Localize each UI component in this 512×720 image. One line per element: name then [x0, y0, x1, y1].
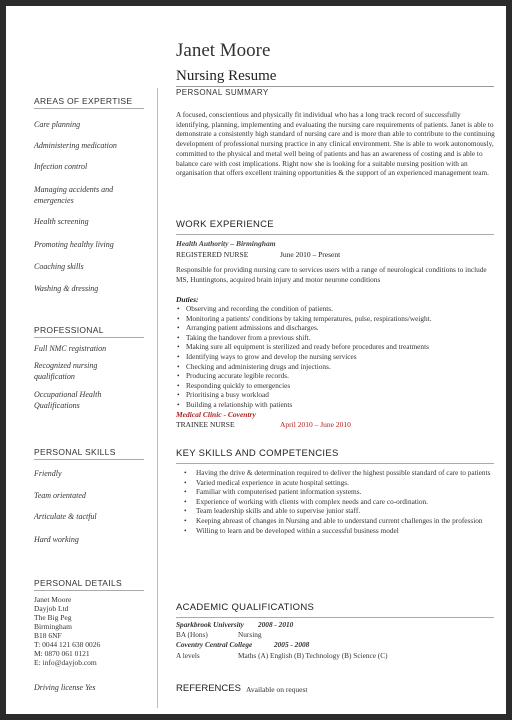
sidebar — [30, 88, 158, 708]
list-item: • Identifying ways to grow and develop the nursing services — [176, 352, 494, 362]
expertise-item: Managing accidents and emergencies — [34, 185, 114, 205]
expertise-item: Coaching skills — [34, 262, 84, 271]
sidebar-divider — [34, 337, 144, 338]
professional-item: Occupational Health Qualifications — [34, 390, 102, 410]
resume-title: Nursing Resume — [176, 68, 277, 84]
list-item: • Experience of working with clients with complex needs and care co-ordination. — [176, 497, 494, 507]
detail-line: B18 6NF — [34, 631, 62, 640]
personal-skill-item: Team orientated — [34, 491, 86, 500]
academic-heading: ACADEMIC QUALIFICATIONS — [176, 602, 315, 613]
header-divider — [176, 86, 494, 87]
list-item: • Willing to learn and be developed within a successful business model — [176, 526, 494, 536]
alevels-label: A levels — [176, 651, 200, 660]
list-item: • Keeping abreast of changes in Nursing and able to understand current challenges in the profession — [176, 516, 494, 526]
section-divider — [176, 463, 494, 464]
personal-skills-heading: PERSONAL SKILLS — [34, 447, 116, 457]
references-heading: REFERENCES — [176, 683, 241, 694]
list-item: • Making sure all equipment is sterilized and ready before procedures and treatments — [176, 342, 494, 352]
job-title-line — [176, 250, 341, 259]
employer-name: Health Authority – Birmingham — [176, 239, 276, 248]
expertise-item: Washing & dressing — [34, 284, 99, 293]
list-item: • Prioritising a busy workload — [176, 390, 494, 400]
duties-label: Duties: — [176, 295, 199, 304]
list-item: • Having the drive & determination required to deliver the highest possible standard of care to patients — [176, 468, 494, 478]
personal-skill-item: Friendly — [34, 469, 62, 478]
job-title: TRAINEE NURSE — [176, 420, 235, 429]
list-item: • Monitoring a patients' conditions by taking temperatures, pulse, respirations/weight. — [176, 314, 494, 324]
job-dates: June 2010 – Present — [280, 250, 341, 259]
detail-line: The Big Peg — [34, 613, 72, 622]
university-name: Sparkbrook University — [176, 620, 244, 629]
sidebar-divider — [34, 108, 144, 109]
references-value: Available on request — [246, 685, 308, 694]
job-dates: April 2010 – June 2010 — [280, 420, 351, 429]
expertise-item: Infection control — [34, 162, 88, 171]
areas-of-expertise-heading: AREAS OF EXPERTISE — [34, 96, 133, 106]
list-item: • Varied medical experience in acute hospital settings. — [176, 478, 494, 488]
list-item: • Checking and administering drugs and injections. — [176, 362, 494, 372]
detail-line: T: 0044 121 638 0026 — [34, 640, 101, 649]
section-divider — [176, 234, 494, 235]
personal-details-heading: PERSONAL DETAILS — [34, 578, 122, 588]
detail-line: Dayjob Ltd — [34, 604, 69, 613]
list-item: • Observing and recording the condition of patients. — [176, 304, 494, 314]
professional-heading: PROFESSIONAL — [34, 325, 104, 335]
work-experience-heading: WORK EXPERIENCE — [176, 219, 274, 230]
duties-list — [176, 304, 494, 410]
college-name: Coventry Central College — [176, 640, 253, 649]
list-item: • Arranging patient admissions and discharges. — [176, 323, 494, 333]
expertise-item: Administering medication — [34, 141, 117, 150]
detail-line: M: 0870 061 0121 — [34, 649, 90, 658]
alevels-subjects: Maths (A) English (B) Technology (B) Science (C) — [238, 651, 388, 660]
personal-summary-text: A focused, conscientious and physically fit individual who has a long track record of successfully identifying, planning, implementing and evaluating the nursing care requirements of patients. Janet is able to demonstrate a consistently high standard of nursing care and is more than able to contribute to the continuing development of professional nursing practice in any clinical environment. She is able to work autonomously, committed to the physical and metal well being of patients and has an awareness of costing and is able to balance care with cost implications. Right now she is looking for a suitable nursing position with an organisation that offers excellent training opportunities & the support of an experienced management team. — [176, 110, 495, 178]
driving-license: Driving license Yes — [34, 683, 96, 692]
detail-line: Birmingham — [34, 622, 72, 631]
key-skills-list — [176, 468, 494, 535]
personal-skill-item: Articulate & tactful — [34, 512, 97, 521]
section-divider — [176, 617, 494, 618]
list-item: • Responding quickly to emergencies — [176, 381, 494, 391]
degree: BA (Hons) — [176, 630, 208, 639]
expertise-item: Promoting healthy living — [34, 240, 114, 249]
expertise-item: Health screening — [34, 217, 89, 226]
candidate-name: Janet Moore — [176, 40, 271, 61]
personal-skill-item: Hard working — [34, 535, 79, 544]
job-title-line — [176, 420, 351, 429]
degree-subject: Nursing — [238, 630, 262, 639]
list-item: • Familiar with computerised patient information systems. — [176, 487, 494, 497]
detail-line[interactable]: E: info@dayjob.com — [34, 658, 97, 667]
detail-line: Janet Moore — [34, 595, 72, 604]
job-title: REGISTERED NURSE — [176, 250, 249, 259]
list-item: • Team leadership skills and able to supervise junior staff. — [176, 506, 494, 516]
expertise-item: Care planning — [34, 120, 81, 129]
list-item: • Taking the handover from a previous shift. — [176, 333, 494, 343]
employer-name: Medical Clinic - Coventry — [176, 410, 256, 419]
job-description: Responsible for providing nursing care to services users with a range of neurological conditions to include MS, Huntingtons, acquired brain injury and motor neurone conditions — [176, 265, 487, 284]
university-dates: 2008 - 2010 — [258, 620, 294, 629]
professional-item: Recognized nursing qualification — [34, 361, 98, 381]
key-skills-heading: KEY SKILLS AND COMPETENCIES — [176, 448, 339, 459]
sidebar-divider — [34, 459, 144, 460]
personal-summary-heading: PERSONAL SUMMARY — [176, 88, 269, 97]
college-dates: 2005 - 2008 — [274, 640, 310, 649]
professional-item: Full NMC registration — [34, 344, 107, 353]
list-item: • Building a relationship with patients — [176, 400, 494, 410]
resume-page — [6, 6, 506, 714]
sidebar-divider — [34, 590, 144, 591]
list-item: • Producing accurate legible records. — [176, 371, 494, 381]
